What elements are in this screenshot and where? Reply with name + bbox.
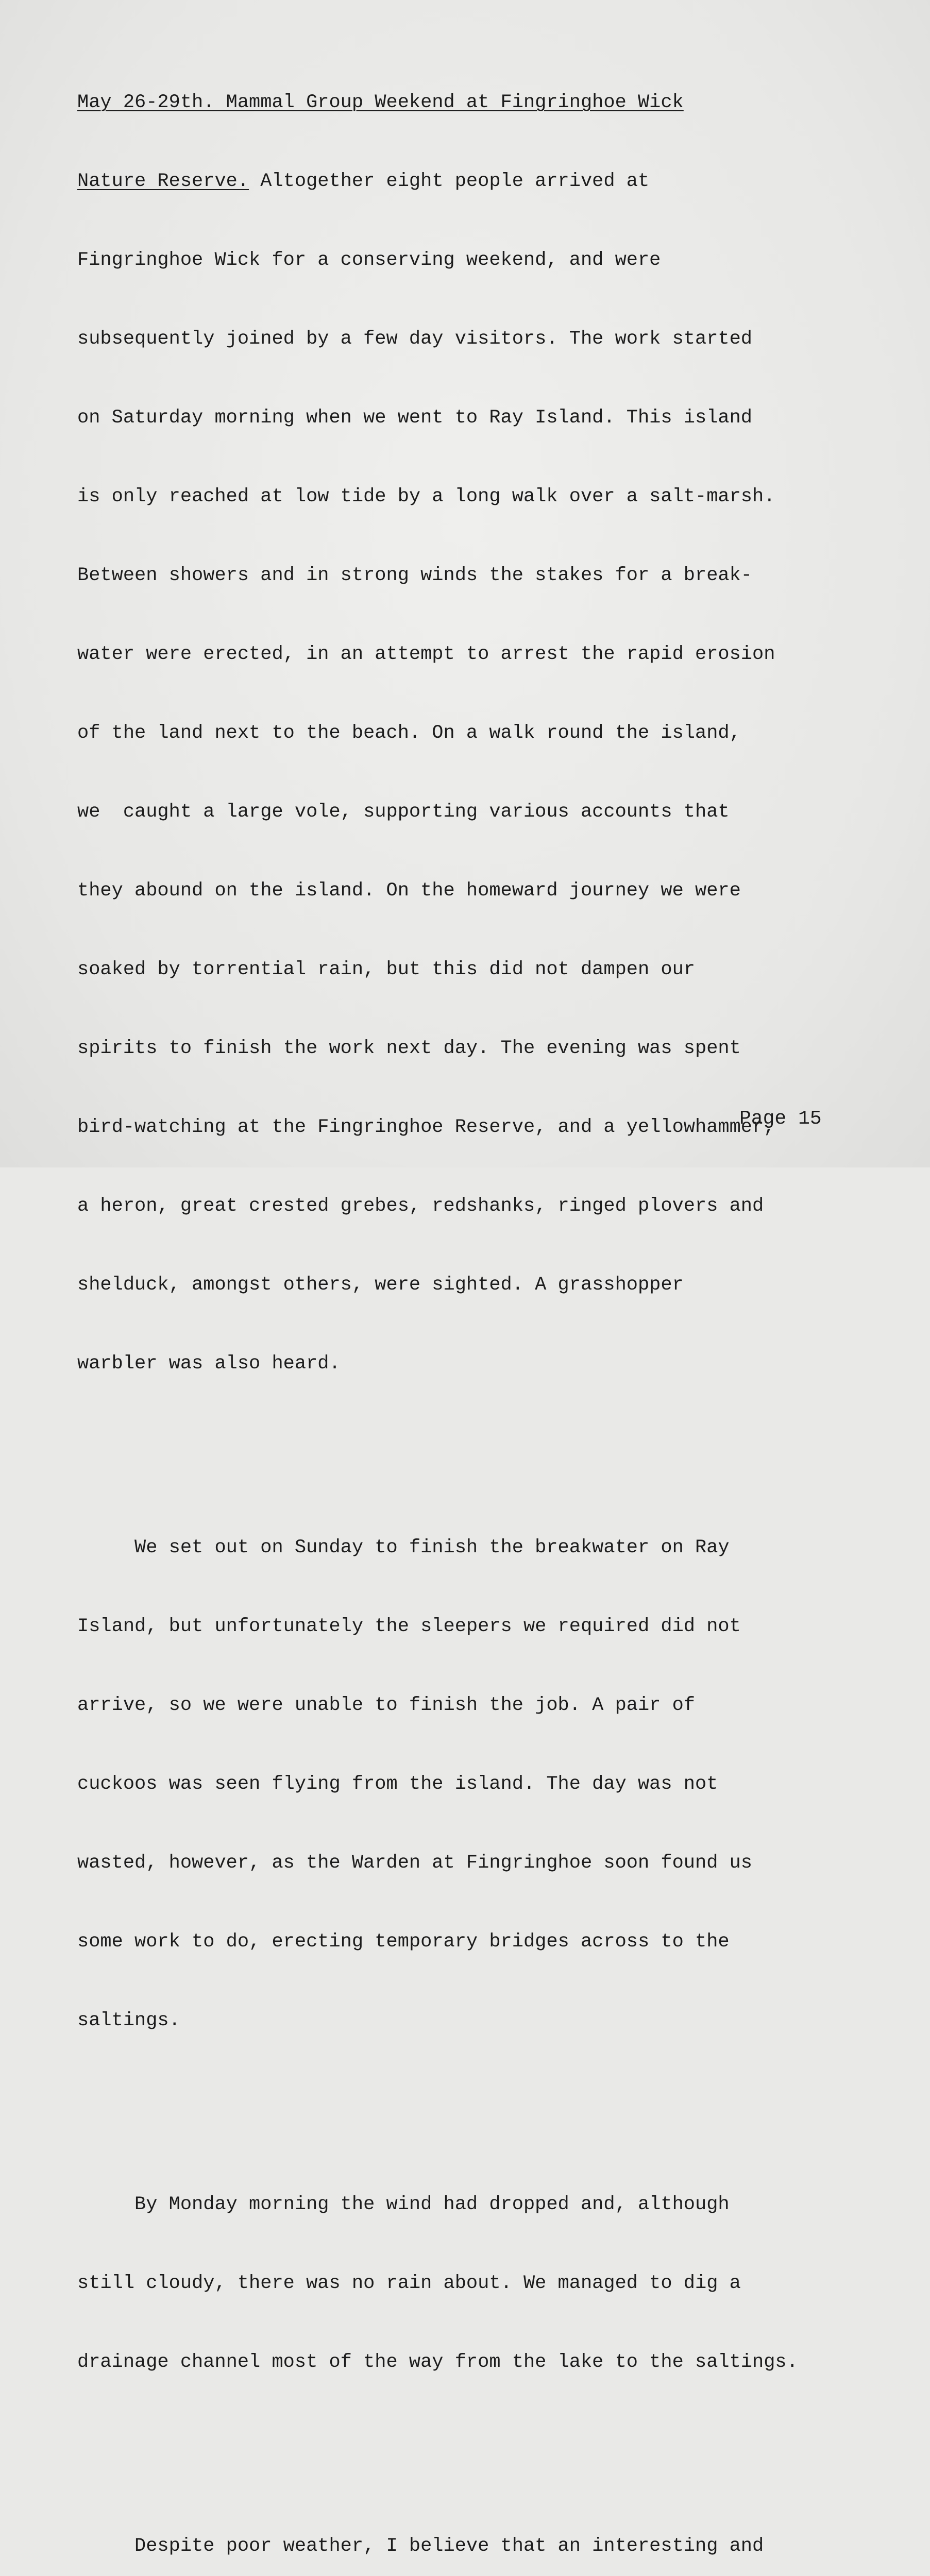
section1-line: Fingringhoe Wick for a conserving weekend, and were bbox=[77, 249, 661, 271]
document-body bbox=[77, 37, 881, 2576]
section1-line: we caught a large vole, supporting various accounts that bbox=[77, 801, 730, 823]
section1-line: water were erected, in an attempt to arrest the rapid erosion bbox=[77, 643, 775, 665]
paragraph2-line: saltings. bbox=[77, 2010, 180, 2031]
page-number: Page 15 bbox=[739, 1108, 822, 1130]
paragraph2-line: cuckoos was seen flying from the island. The day was not bbox=[77, 1773, 718, 1795]
paragraph3-line: drainage channel most of the way from the lake to the saltings. bbox=[77, 2351, 798, 2373]
paragraph3-line: still cloudy, there was no rain about. We managed to dig a bbox=[77, 2273, 741, 2294]
section1-heading-line2: Nature Reserve. Altogether eight people arrived at bbox=[77, 171, 650, 192]
paragraph4-line: Despite poor weather, I believe that an interesting and bbox=[77, 2535, 764, 2557]
section1-line: shelduck, amongst others, were sighted. A grasshopper bbox=[77, 1274, 684, 1296]
section1-line: a heron, great crested grebes, redshanks, ringed plovers and bbox=[77, 1195, 764, 1217]
paragraph2-line: some work to do, erecting temporary bridges across to the bbox=[77, 1931, 730, 1953]
section1-line: of the land next to the beach. On a walk round the island, bbox=[77, 722, 741, 744]
section1-line: subsequently joined by a few day visitors. The work started bbox=[77, 328, 753, 350]
paragraph-gap bbox=[77, 1430, 881, 1456]
paragraph2-line: Island, but unfortunately the sleepers we required did not bbox=[77, 1616, 741, 1637]
section1-heading-line1: May 26-29th. Mammal Group Weekend at Fingringhoe Wick bbox=[77, 92, 684, 113]
paragraph2-line: We set out on Sunday to finish the breakwater on Ray bbox=[77, 1537, 730, 1558]
section1-line: spirits to finish the work next day. The evening was spent bbox=[77, 1038, 741, 1059]
paragraph3-line: By Monday morning the wind had dropped and, although bbox=[77, 2194, 730, 2215]
paragraph-gap bbox=[77, 2428, 881, 2454]
section1-line: they abound on the island. On the homeward journey we were bbox=[77, 880, 741, 902]
section1-line: bird-watching at the Fingringhoe Reserve, and a yellowhammer, bbox=[77, 1116, 775, 1138]
paragraph2-line: arrive, so we were unable to finish the job. A pair of bbox=[77, 1694, 695, 1716]
paragraph-gap bbox=[77, 2087, 881, 2113]
section1-line: is only reached at low tide by a long walk over a salt-marsh. bbox=[77, 486, 775, 507]
section1-line: warbler was also heard. bbox=[77, 1353, 341, 1375]
paragraph2-line: wasted, however, as the Warden at Fingringhoe soon found us bbox=[77, 1852, 753, 1874]
section1-line: soaked by torrential rain, but this did not dampen our bbox=[77, 959, 695, 980]
section1-line: Between showers and in strong winds the stakes for a break- bbox=[77, 565, 753, 586]
section1-line: on Saturday morning when we went to Ray Island. This island bbox=[77, 407, 753, 429]
